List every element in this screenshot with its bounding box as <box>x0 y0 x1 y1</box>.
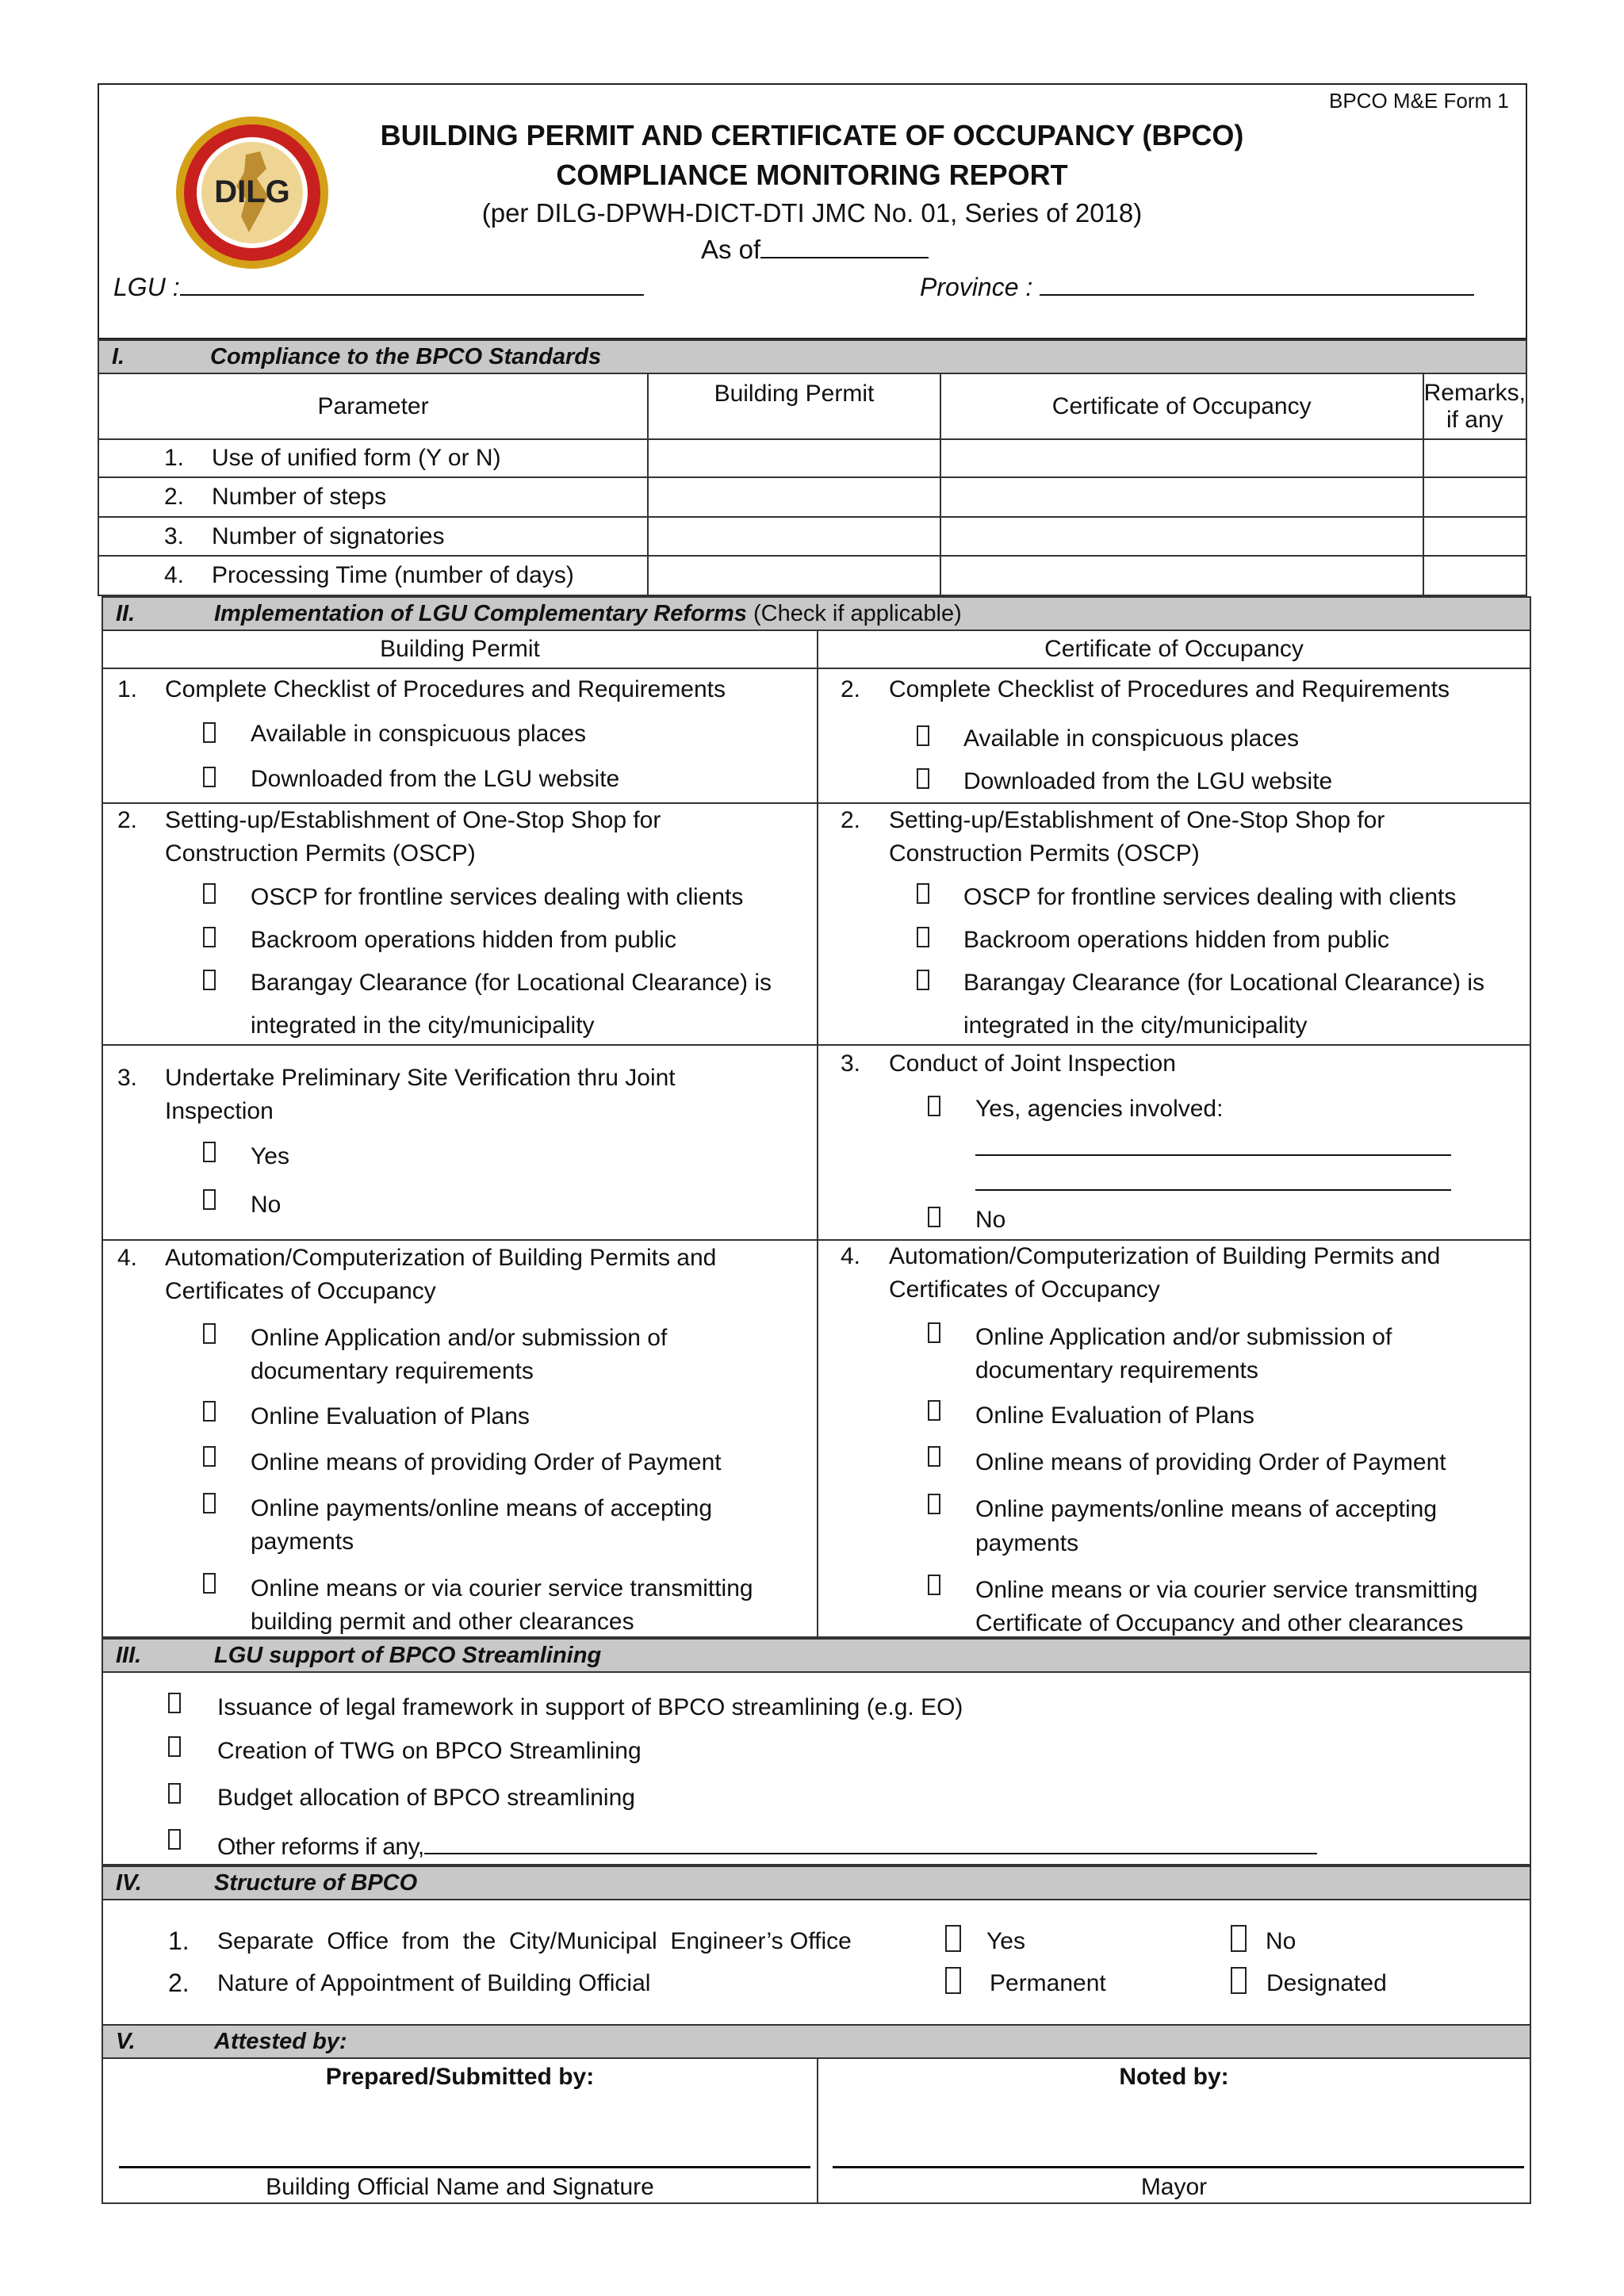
option-label: Online payments/online means of accepting <box>975 1496 1438 1522</box>
checkbox[interactable] <box>928 1400 940 1421</box>
co-value-cell[interactable] <box>940 517 1423 556</box>
item-title: Inspection <box>165 1098 274 1124</box>
logo-text: DILG <box>214 174 290 209</box>
option-label: Online means or via courier service transmitting <box>975 1577 1478 1603</box>
option-label: Online Evaluation of Plans <box>975 1402 1254 1429</box>
option-label: Budget allocation of BPCO streamlining <box>217 1785 635 1811</box>
checkbox[interactable] <box>928 1575 940 1595</box>
item-num: 4. <box>117 1245 138 1271</box>
item-num: 2. <box>168 1969 190 1997</box>
option-label: payments <box>975 1530 1079 1556</box>
left-item-2 <box>102 802 818 1046</box>
item-title: Undertake Preliminary Site Verification thru Joint <box>165 1065 676 1091</box>
section1-table <box>98 373 1527 596</box>
form-code: BPCO M&E Form 1 <box>1329 89 1509 113</box>
checkbox[interactable] <box>203 970 216 990</box>
item-title: Conduct of Joint Inspection <box>889 1050 1176 1077</box>
checkbox[interactable] <box>203 1573 216 1594</box>
checkbox[interactable] <box>917 927 929 947</box>
as-of-blank[interactable] <box>760 235 929 258</box>
option-label: Available in conspicuous places <box>251 721 587 747</box>
lgu-field[interactable] <box>113 272 644 302</box>
param-row: 4. Processing Time (number of days) <box>98 556 648 595</box>
section3-num: III. <box>116 1643 142 1668</box>
col-left-header: Building Permit <box>102 629 818 669</box>
checkbox[interactable] <box>917 883 929 904</box>
checkbox[interactable] <box>203 767 216 787</box>
bp-value-cell[interactable] <box>648 439 940 477</box>
option-label: documentary requirements <box>251 1358 534 1384</box>
bp-value-cell[interactable] <box>648 517 940 556</box>
option-label: OSCP for frontline services dealing with clients <box>963 884 1457 910</box>
option-label: Downloaded from the LGU website <box>251 766 620 792</box>
option-label: Yes, agencies involved: <box>975 1096 1224 1122</box>
subtitle: (per DILG-DPWH-DICT-DTI JMC No. 01, Series of 2018) <box>481 198 1143 228</box>
section5-num: V. <box>116 2029 136 2054</box>
param-row: 1. Use of unified form (Y or N) <box>98 439 648 477</box>
col-building-permit: Building Permit <box>648 373 940 439</box>
co-value-cell[interactable] <box>940 556 1423 595</box>
option-label: Issuance of legal framework in support of BPCO streamlining (e.g. EO) <box>217 1694 963 1720</box>
remarks-cell[interactable] <box>1423 556 1526 595</box>
option-label: Online payments/online means of accepting <box>251 1495 713 1521</box>
option-label: Online means of providing Order of Payment <box>251 1449 722 1475</box>
item-title: Construction Permits (OSCP) <box>165 840 476 867</box>
section2-title: Implementation of LGU Complementary Reforms <box>214 601 747 626</box>
checkbox[interactable] <box>203 1189 216 1210</box>
item-title: Certificates of Occupancy <box>889 1276 1160 1303</box>
item-num: 2. <box>841 807 861 833</box>
agencies-line-2[interactable] <box>975 1189 1451 1191</box>
item-label: Separate Office from the City/Municipal Engineer’s Office <box>217 1928 852 1954</box>
param-row: 3. Number of signatories <box>98 517 648 556</box>
title-line1: BUILDING PERMIT AND CERTIFICATE OF OCCUPANCY (BPCO) <box>380 119 1244 151</box>
as-of-label: As of <box>701 235 761 264</box>
option-label: Online Application and/or submission of <box>251 1325 668 1351</box>
option-label: Online Evaluation of Plans <box>251 1403 530 1429</box>
remarks-cell[interactable] <box>1423 477 1526 517</box>
bp-value-cell[interactable] <box>648 477 940 517</box>
checkbox[interactable] <box>928 1207 940 1227</box>
option-label: No <box>251 1192 282 1218</box>
co-value-cell[interactable] <box>940 477 1423 517</box>
item-num: 2. <box>841 676 861 702</box>
section5-header <box>102 2024 1531 2059</box>
option-label: Creation of TWG on BPCO Streamlining <box>217 1738 642 1764</box>
section5-title: Attested by: <box>214 2029 347 2054</box>
checkbox[interactable] <box>203 1401 216 1422</box>
option-label: Online means or via courier service transmitting <box>251 1575 753 1601</box>
item-num: 3. <box>117 1065 138 1091</box>
official-sign-caption: Building Official Name and Signature <box>266 2174 654 2200</box>
checkbox[interactable] <box>917 768 929 789</box>
option-label: Online Application and/or submission of <box>975 1324 1392 1350</box>
item-title: Complete Checklist of Procedures and Requirements <box>889 676 1450 702</box>
item-num: 3. <box>841 1050 861 1077</box>
checkbox[interactable] <box>928 1096 940 1116</box>
section4-header <box>102 1866 1531 1900</box>
item-num: 2. <box>117 807 138 833</box>
option-label: Backroom operations hidden from public <box>251 927 676 953</box>
checkbox[interactable] <box>917 970 929 990</box>
section3-title: LGU support of BPCO Streamlining <box>214 1643 602 1668</box>
checkbox[interactable] <box>203 883 216 904</box>
item-title: Setting-up/Establishment of One-Stop Shop for <box>165 807 661 833</box>
checkbox[interactable] <box>928 1446 940 1467</box>
checkbox[interactable] <box>203 927 216 947</box>
section1-header <box>98 339 1527 374</box>
as-of-field[interactable] <box>701 235 929 265</box>
option-label: Yes <box>251 1143 289 1169</box>
section1-title: Compliance to the BPCO Standards <box>210 344 602 369</box>
province-label: Province : <box>920 273 1033 301</box>
item-num: 4. <box>841 1243 861 1269</box>
option-label: Available in conspicuous places <box>963 725 1300 752</box>
item-title: Setting-up/Establishment of One-Stop Shop for <box>889 807 1385 833</box>
co-value-cell[interactable] <box>940 439 1423 477</box>
option-label: Barangay Clearance (for Locational Clearance) is <box>251 970 772 996</box>
checkbox[interactable] <box>168 1736 181 1757</box>
item-num: 1. <box>117 676 138 702</box>
item-title: Complete Checklist of Procedures and Requirements <box>165 676 726 702</box>
checkbox[interactable] <box>168 1829 181 1850</box>
option-label: integrated in the city/municipality <box>963 1012 1308 1039</box>
option-label: No <box>975 1207 1006 1233</box>
section2-note: (Check if applicable) <box>753 601 962 626</box>
item-title: Construction Permits (OSCP) <box>889 840 1200 867</box>
option-label: documentary requirements <box>975 1357 1258 1383</box>
option-label: Other reforms if any, <box>217 1834 424 1860</box>
col-parameter: Parameter <box>98 373 648 439</box>
checkbox[interactable] <box>203 722 216 743</box>
col-right-header: Certificate of Occupancy <box>817 629 1531 669</box>
bp-value-cell[interactable] <box>648 556 940 595</box>
mayor-sign-caption: Mayor <box>1140 2174 1208 2200</box>
checkbox[interactable] <box>203 1493 216 1513</box>
right-item-2 <box>817 802 1531 1046</box>
item-label: Nature of Appointment of Building Official <box>217 1970 651 1996</box>
option-label: building permit and other clearances <box>251 1609 634 1635</box>
section4-num: IV. <box>116 1870 142 1896</box>
option-label: Permanent <box>990 1970 1106 1996</box>
remarks-cell[interactable] <box>1423 439 1526 477</box>
col-remarks: Remarks, if any <box>1423 373 1526 439</box>
signature-line-official[interactable] <box>119 2166 810 2168</box>
option-label: Barangay Clearance (for Locational Clearance) is <box>963 970 1485 996</box>
checkbox[interactable] <box>928 1322 940 1343</box>
province-blank[interactable] <box>1040 272 1474 296</box>
checkbox-designated[interactable] <box>1231 1967 1247 1994</box>
option-label: Designated <box>1266 1970 1387 1996</box>
option-label: Certificate of Occupancy and other clearances <box>975 1610 1464 1636</box>
checkbox[interactable] <box>168 1783 181 1804</box>
option-label: No <box>1266 1928 1297 1954</box>
lgu-label: LGU : <box>113 273 180 301</box>
section4-body <box>102 1899 1531 2026</box>
noted-label: Noted by: <box>1119 2064 1229 2090</box>
option-label: Yes <box>986 1928 1025 1954</box>
lgu-blank[interactable] <box>180 272 644 296</box>
checkbox-permanent[interactable] <box>945 1967 961 1994</box>
section3-header <box>102 1638 1531 1673</box>
checkbox[interactable] <box>168 1693 181 1713</box>
option-label: OSCP for frontline services dealing with clients <box>251 884 744 910</box>
section2-header <box>102 596 1531 631</box>
item-title: Automation/Computerization of Building Permits and <box>165 1245 717 1271</box>
item-title: Certificates of Occupancy <box>165 1278 436 1304</box>
section4-title: Structure of BPCO <box>214 1870 418 1896</box>
option-label: payments <box>251 1529 354 1555</box>
option-label: Backroom operations hidden from public <box>963 927 1389 953</box>
prepared-label: Prepared/Submitted by: <box>325 2064 595 2090</box>
option-label: Downloaded from the LGU website <box>963 768 1333 794</box>
checkbox-no[interactable] <box>1231 1925 1247 1952</box>
item-num: 1. <box>168 1927 190 1955</box>
option-label: Online means of providing Order of Payment <box>975 1449 1446 1475</box>
section1-num: I. <box>112 344 125 369</box>
checkbox[interactable] <box>917 725 929 746</box>
remarks-cell[interactable] <box>1423 517 1526 556</box>
param-row: 2. Number of steps <box>98 477 648 517</box>
checkbox[interactable] <box>203 1323 216 1344</box>
other-reforms-blank[interactable] <box>424 1831 1317 1854</box>
col-certificate: Certificate of Occupancy <box>940 373 1423 439</box>
signature-line-mayor[interactable] <box>833 2166 1524 2168</box>
other-reforms-field[interactable] <box>217 1831 1317 1861</box>
checkbox[interactable] <box>203 1142 216 1162</box>
option-label: integrated in the city/municipality <box>251 1012 595 1039</box>
province-field[interactable] <box>920 272 1474 302</box>
item-title: Automation/Computerization of Building Permits and <box>889 1243 1441 1269</box>
checkbox[interactable] <box>928 1494 940 1514</box>
checkbox-yes[interactable] <box>945 1925 961 1952</box>
section2-num: II. <box>116 601 136 626</box>
agencies-line-1[interactable] <box>975 1154 1451 1156</box>
title-line2: COMPLIANCE MONITORING REPORT <box>556 159 1068 191</box>
checkbox[interactable] <box>203 1446 216 1467</box>
